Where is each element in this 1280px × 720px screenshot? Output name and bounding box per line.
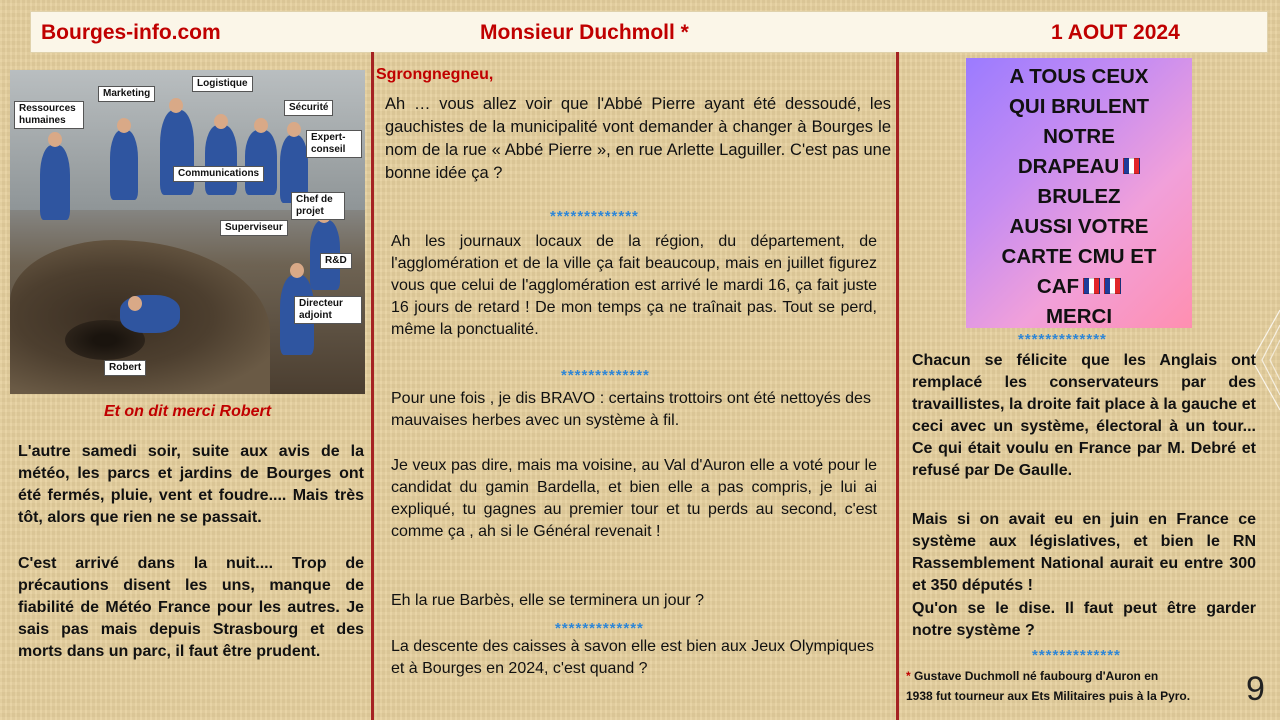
right-paragraph-2: Mais si on avait eu en juin en France ce système aux législatives, et bien le RN Rassemblement National aurait eu entre 300 et 350 députés ! (912, 511, 1256, 594)
separator-stars: ************* (550, 208, 639, 225)
greeting: Sgrongnegneu, (376, 66, 494, 83)
poster-line: AUSSI VOTRE (1009, 215, 1149, 238)
poster-line: A TOUS CEUX (1009, 65, 1149, 88)
separator-stars: ************* (1032, 647, 1121, 664)
photo-label: Marketing (98, 86, 155, 102)
site-name: Bourges-info.com (41, 21, 221, 44)
poster-line: CAF (1036, 275, 1080, 298)
middle-paragraph-4: Je veux pas dire, mais ma voisine, au Val d'Auron elle a voté pour le candidat du gamin Bardella, et bien elle a pas compris, je lui ai expliqué, tu gagnes au premier tour et tu perds au second, c'est comme ça , ah si le Général revenait ! (391, 457, 877, 540)
photo-label: Ressources humaines (14, 101, 84, 129)
photo-label: Directeur adjoint (294, 296, 362, 324)
page-number: 9 (1246, 670, 1265, 708)
separator-stars: ************* (561, 367, 650, 384)
separator-stars: ************* (1018, 331, 1107, 348)
photo-label: Logistique (192, 76, 253, 92)
photo-label: R&D (320, 253, 352, 269)
poster-line: CARTE CMU ET (1001, 245, 1157, 268)
separator-stars: ************* (555, 620, 644, 637)
right-paragraph-1: Chacun se félicite que les Anglais ont remplacé les conservateurs par des travaillistes, la droite fait place à la gauche et ceci avec un système, électoral à un tour... Ce qui était voulu en France par M. Debré et refusé par De Gaulle. (912, 352, 1256, 479)
french-flag-icon (1083, 278, 1100, 294)
photo-label: Communications (173, 166, 264, 182)
header-bar (30, 11, 1268, 53)
poster-line: QUI BRULENT (1008, 95, 1150, 118)
photo-label: Sécurité (284, 100, 333, 116)
left-paragraph-2: C'est arrivé dans la nuit.... Trop de précautions disent les uns, manque de fiabilité de Météo France pour les autres. Je sais pas mais depuis Strasbourg et des morts dans un parc, il faut être prudent. (18, 555, 364, 660)
issue-date: 1 AOUT 2024 (1051, 21, 1180, 44)
photo-label: Superviseur (220, 220, 288, 236)
flag-poster (966, 58, 1192, 328)
photo-label: Chef de projet (291, 192, 345, 220)
middle-paragraph-2: Ah les journaux locaux de la région, du département, de l'agglomération et de la ville ça fait beaucoup, mais en juillet figurez vous que celui de l'agglomération est arrivé le mardi 16, ça fait juste 16 jours de retard ! De mon temps ça ne traînait pas. Tout se perd, même la ponctualité. (391, 233, 877, 338)
poster-line: NOTRE (1043, 125, 1115, 148)
middle-paragraph-3: Pour une fois , je dis BRAVO : certains trottoirs ont été nettoyés des mauvaises herbes avec un système à fil. (391, 390, 871, 429)
middle-paragraph-1: Ah … vous allez voir que l'Abbé Pierre ayant été dessoudé, les gauchistes de la municipalité vont demander à changer à Bourges le nom de la rue « Abbé Pierre », en rue Arlette Laguiller. C'est pas une bonne idée ça ? (385, 95, 891, 182)
footnote-line-2: 1938 fut tourneur aux Ets Militaires puis à la Pyro. (906, 689, 1191, 703)
column-divider-left (371, 52, 374, 720)
footnote-line-1: Gustave Duchmoll né faubourg d'Auron en (910, 669, 1159, 683)
workers-photo (10, 70, 365, 394)
photo-label: Robert (104, 360, 146, 376)
right-paragraph-3: Qu'on se le dise. Il faut peut être garder notre système ? (912, 600, 1256, 639)
page-title: Monsieur Duchmoll * (480, 21, 689, 44)
poster-line: MERCI (1045, 305, 1113, 328)
column-divider-right (896, 52, 899, 720)
photo-caption: Et on dit merci Robert (103, 403, 272, 420)
poster-line: BRULEZ (1037, 185, 1121, 208)
author-footnote (906, 666, 1246, 706)
middle-paragraph-5: Eh la rue Barbès, elle se terminera un jour ? (391, 592, 705, 609)
poster-line: DRAPEAU (1017, 155, 1120, 178)
left-paragraph-1: L'autre samedi soir, suite aux avis de la météo, les parcs et jardins de Bourges ont été fermés, pluie, vent et foudre.... Mais très tôt, alors que rien ne se passait. (18, 443, 364, 526)
photo-label: Expert-conseil (306, 130, 362, 158)
middle-paragraph-6: La descente des caisses à savon elle est bien aux Jeux Olympiques et à Bourges en 2024, c'est quand ? (391, 638, 874, 677)
footnote-mark: * (906, 669, 911, 683)
french-flag-icon (1123, 158, 1140, 174)
french-flag-icon (1104, 278, 1121, 294)
